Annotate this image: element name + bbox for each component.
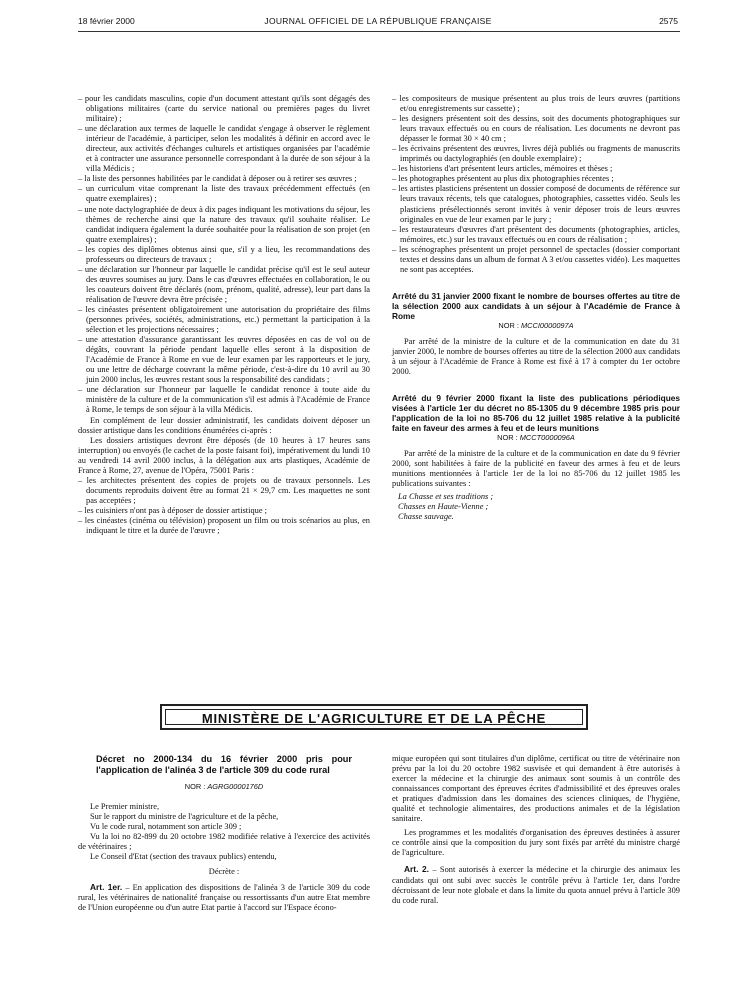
paragraph: Le Premier ministre, — [90, 802, 160, 812]
publication-item: Chasse sauvage. — [398, 512, 454, 522]
list-item: – une note dactylographiée de deux à dix pages indiquant les motivations du séjour, les thèmes de recherche ainsi que la nature des travaux qu'il souhaite réaliser. Le candidat indiquera également la durée souhaitée pour la réalisation de son projet (en quatre exemplaires) ; — [78, 204, 370, 244]
list-item: – pour les candidats masculins, copie d'un document attestant qu'ils sont dégagés des obligations militaires (carte du service national ou premières pages du livret militaire) ; — [78, 94, 370, 124]
paragraph: Les programmes et les modalités d'organisation des épreuves destinées à assurer ce contrôle ainsi que la composition du jury sont fixés par arrêté du ministre chargé de l'agriculture. — [392, 828, 680, 858]
list-item: – les designers présentent soit des dessins, soit des documents photographiques sur leurs travaux effectués ou en cours de réalisation. Les documents ne devront pas dépasser le format 30 × 40 cm ; — [392, 114, 680, 144]
list-item: – les scénographes présentent un projet personnel de spectacles (dossier comportant textes et dessins dans un album de format A 3 et/ou cassettes vidéo). Les maquettes ne sont pas acceptées. — [392, 244, 680, 274]
decree-title: Décret no 2000-134 du 16 février 2000 pris pour l'application de l'alinéa 3 de l'article 309 du code rural — [96, 754, 352, 775]
list-item: – une déclaration sur l'honneur par laquelle le candidat précise qu'il est le seul auteur des œuvres soumises au jury. Dans le cas d'œuvres effectuées en collaboration, le ou les coauteurs doivent être déclarés (nom, prénom, qualité, adresse), leur part dans la réalisation de l'œuvre devra être précisée ; — [78, 264, 370, 304]
list-item: – les cinéastes (cinéma ou télévision) proposent un film ou trois scénarios au plus, en indiquant le titre et la durée de l'œuvre ; — [78, 515, 370, 536]
list-item: – les copies des diplômes obtenus ainsi que, s'il y a lieu, les recommandations des professeurs ou directeurs de travaux ; — [78, 244, 370, 264]
list-item: – la liste des personnes habilitées par le candidat à déposer ou à retirer ses œuvres ; — [78, 174, 357, 184]
publication-item: La Chasse et ses traditions ; — [398, 492, 494, 502]
nor-reference: NOR : MCCI0000097A — [498, 320, 574, 330]
list-item: – les historiens d'art présentent leurs articles, mémoires et thèses ; — [392, 164, 613, 174]
paragraph: Sur le rapport du ministre de l'agriculture et de la pêche, — [90, 812, 279, 822]
list-item: – les compositeurs de musique présentent au plus trois de leurs œuvres (partitions et/ou enregistrements sur cassette) ; — [392, 94, 680, 114]
right-column — [392, 94, 680, 522]
paragraph: Par arrêté de la ministre de la culture et de la communication en date du 31 janvier 2000, le nombre de bourses offertes au titre de la sélection 2000 aux candidats à un séjour à l'Académie de France à Rome est fixé à 17 à compter du 1er octobre 2000. — [392, 336, 680, 377]
list-item: – les cinéastes présentent obligatoirement une autorisation du propriétaire des films (personnes privées, sociétés, administrations, etc.) permettant la participation à la sélection et les projections nécessaires ; — [78, 304, 370, 335]
list-item: – une déclaration aux termes de laquelle le candidat s'engage à observer le règlement intérieur de l'académie, à participer, selon les modalités à définir en accord avec le directeur, aux activités d'échanges culturels et artistiques organisées par l'académie et à contracter une assurance personnelle correspondant à la durée de son séjour à la villa Médicis ; — [78, 124, 370, 174]
paragraph: Par arrêté de la ministre de la culture et de la communication en date du 9 février 2000, sont habilitées à faire de la publicité en faveur des armes à feu et de leurs munitions mentionnées à l'article 1er de la loi no 85-706 du 12 juillet 1985 les publications suivantes : — [392, 449, 680, 489]
list-item: – les cuisiniers n'ont pas à déposer de dossier artistique ; — [78, 505, 267, 515]
article-1: Art. 1er. – En application des dispositions de l'alinéa 3 de l'article 309 du code rural, les vétérinaires de nationalité française ou ressortissants d'un autre Etat membre de l'Union européenne ou d'un autre Etat partie à l'accord sur l'Espace écono- — [78, 882, 370, 913]
nor-reference: NOR : AGRG0000176D — [184, 782, 264, 791]
paragraph: Le Conseil d'Etat (section des travaux publics) entendu, — [90, 852, 277, 862]
ministry-banner — [160, 704, 588, 730]
paragraph: En complément de leur dossier administratif, les candidats doivent déposer un dossier artistique dans les conditions énumérées ci-après : — [78, 415, 370, 435]
paragraph: Les dossiers artistiques devront être déposés (de 10 heures à 17 heures sans interruption) ou envoyés (le cachet de la poste faisant foi), impérativement du lundi 10 au vendredi 14 avril 2000 inclus, à la délégation aux arts plastiques, Académie de France à Rome, 27, avenue de l'Opéra, 75001 Paris : — [78, 435, 370, 475]
decrete-heading: Décrète : — [208, 867, 240, 877]
arrete-title: Arrêté du 9 février 2000 fixant la liste des publications périodiques visées à l'article 1er du décret no 85-1305 du 9 décembre 1985 pris pour l'application de la loi no 85-706 du 12 juillet 1985 relative à la publicité faite en faveur des armes à feu et de leurs munitions — [392, 393, 680, 434]
header-rule — [78, 31, 680, 32]
paragraph: mique européen qui sont titulaires d'un diplôme, certificat ou titre de vétérinaire non prévu par la loi du 20 octobre 1982 susvisée et qui demandent à être autorisés à exercer la médecine et la chirurgie des animaux sont soumis à un contrôle des connaissances comportant des épreuves écrites d'admissibilité et des épreuves orales et pratiques d'admission dans les domaines des sciences cliniques, de l'hygiène, qualité et technologie alimentaires, des productions animales et de la législation sanitaire. — [392, 754, 680, 824]
arrete-title: Arrêté du 31 janvier 2000 fixant le nombre de bourses offertes au titre de la sélection 2000 aux candidats à un séjour à l'Académie de France à Rome — [392, 290, 680, 321]
paragraph: Vu le code rural, notamment son article 309 ; — [90, 822, 242, 832]
list-item: – les artistes plasticiens présentent un dossier composé de documents de référence sur leurs travaux récents, tels que catalogues, photographies, cassettes vidéo. Seuls les plasticiens présélectionnés seront invités à venir déposer trois de leurs œuvres originales en vue de leur examen par le jury ; — [392, 184, 680, 224]
list-item: – les restaurateurs d'œuvres d'art présentent des documents (photographies, articles, mémoires, etc.) sur les travaux effectués ou en cours de réalisation ; — [392, 224, 680, 244]
page-number: 2575 — [659, 16, 678, 26]
article-2: Art. 2. – Sont autorisés à exercer la médecine et la chirurgie des animaux les candidats qui ont subi avec succès le contrôle prévu à l'article 1er, dans l'ordre décroissant de leur note globale et dans la limite du quota annuel prévu à l'article 309 du code rural. — [392, 864, 680, 905]
list-item: – une déclaration sur l'honneur par laquelle le candidat renonce à toute aide du ministère de la culture et de la communication s'il est admis à l'Académie de France à Rome, le temps de son séjour à la villa Médicis. — [78, 385, 370, 415]
list-item: – les écrivains présentent des œuvres, livres déjà publiés ou fragments de manuscrits imprimés ou dactylographiés (en double exemplaire) ; — [392, 144, 680, 164]
decree-left-column — [78, 754, 370, 914]
header-title: JOURNAL OFFICIEL DE LA RÉPUBLIQUE FRANÇAISE — [264, 16, 492, 26]
paragraph: Vu la loi no 82-899 du 20 octobre 1982 modifiée relative à l'exercice des activités de vétérinaires ; — [78, 832, 370, 852]
list-item: – un curriculum vitae comprenant la liste des travaux précédemment effectués (en quatre exemplaires) ; — [78, 184, 370, 204]
nor-reference: NOR : MCCT0000096A — [497, 433, 575, 443]
list-item: – les architectes présentent des copies de projets ou de travaux personnels. Les documents reproduits doivent être au format 21 × 29,7 cm. Les maquettes ne sont pas acceptées ; — [78, 475, 370, 505]
page-header — [78, 16, 678, 30]
header-date: 18 février 2000 — [78, 16, 135, 26]
left-column — [78, 94, 370, 536]
list-item: – une attestation d'assurance garantissant les œuvres déposées en cas de vol ou de dégâts, couvrant la période pendant laquelle elles seront à la disposition de l'Académie de France à Rome en vue de leur examen par les rapporteurs et le jury, ou une lettre de décharge couvrant la même période, c'est-à-dire du 10 avril au 30 juin 2000 inclus, les œuvres restant sous la responsabilité des candidats ; — [78, 335, 370, 385]
ministry-banner-title: MINISTÈRE DE L'AGRICULTURE ET DE LA PÊCHE — [165, 709, 583, 725]
publication-item: Chasses en Haute-Vienne ; — [398, 502, 489, 512]
decree-right-column — [392, 754, 680, 906]
list-item: – les photographes présentent au plus dix photographies récentes ; — [392, 174, 614, 184]
